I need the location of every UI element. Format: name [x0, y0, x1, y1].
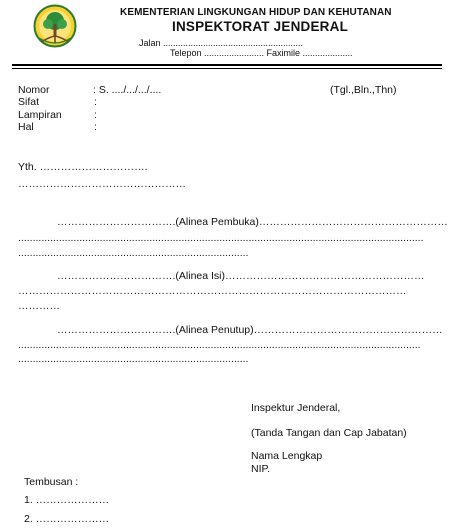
- pembuka-line-1: …………………………….(Alinea Pembuka)………………………………………………: [57, 216, 448, 228]
- isi-line-2: …………………………………………………………………………………………………: [18, 285, 407, 297]
- ministry-logo-icon: [33, 4, 77, 48]
- date-placeholder: (Tgl.,Bln.,Thn): [330, 84, 397, 96]
- office-name: INSPEKTORAT JENDERAL: [172, 19, 349, 34]
- nomor-label: Nomor: [18, 84, 50, 96]
- isi-line-1: …………………………….(Alinea Isi)…………………………………………………: [57, 270, 425, 282]
- isi-line-3: …………: [18, 300, 60, 312]
- tembusan-item-1: 1. …………………: [24, 494, 110, 506]
- nomor-value: : S. ..../.../.../....: [93, 84, 162, 96]
- pembuka-line-2: ...........................................................................................................................................: [18, 232, 424, 244]
- header-rule-thin: [12, 68, 442, 69]
- sifat-colon: :: [94, 96, 97, 108]
- signature-stamp: (Tanda Tangan dan Cap Jabatan): [251, 427, 407, 439]
- signature-title: Inspektur Jenderal,: [251, 402, 341, 414]
- penutup-line-1: …………………………….(Alinea Penutup)………………………………………………: [57, 324, 443, 336]
- recipient-line-2: …………………………………………: [18, 178, 186, 190]
- ministry-name: KEMENTERIAN LINGKUNGAN HIDUP DAN KEHUTANAN: [120, 7, 392, 18]
- sifat-label: Sifat: [18, 96, 40, 108]
- recipient-line-1: Yth. ………………………….: [18, 161, 148, 173]
- lampiran-label: Lampiran: [18, 109, 62, 121]
- tembusan-item-2: 2. …………………: [24, 513, 110, 525]
- penutup-line-3: ...............................................................................: [18, 353, 249, 365]
- signature-nip: NIP.: [251, 463, 271, 475]
- address-line: Jalan ........................................................: [139, 38, 304, 48]
- penutup-line-2: ..........................................................................................................................................: [18, 339, 421, 351]
- signature-name: Nama Lengkap: [251, 450, 323, 462]
- pembuka-line-3: ...............................................................................: [18, 247, 249, 259]
- hal-label: Hal: [18, 121, 34, 133]
- hal-colon: :: [94, 121, 97, 133]
- header-rule-thick: [12, 64, 442, 66]
- tembusan-label: Tembusan :: [24, 476, 79, 488]
- contact-line: Telepon ........................ Faximile ....................: [170, 48, 353, 58]
- lampiran-colon: :: [94, 109, 97, 121]
